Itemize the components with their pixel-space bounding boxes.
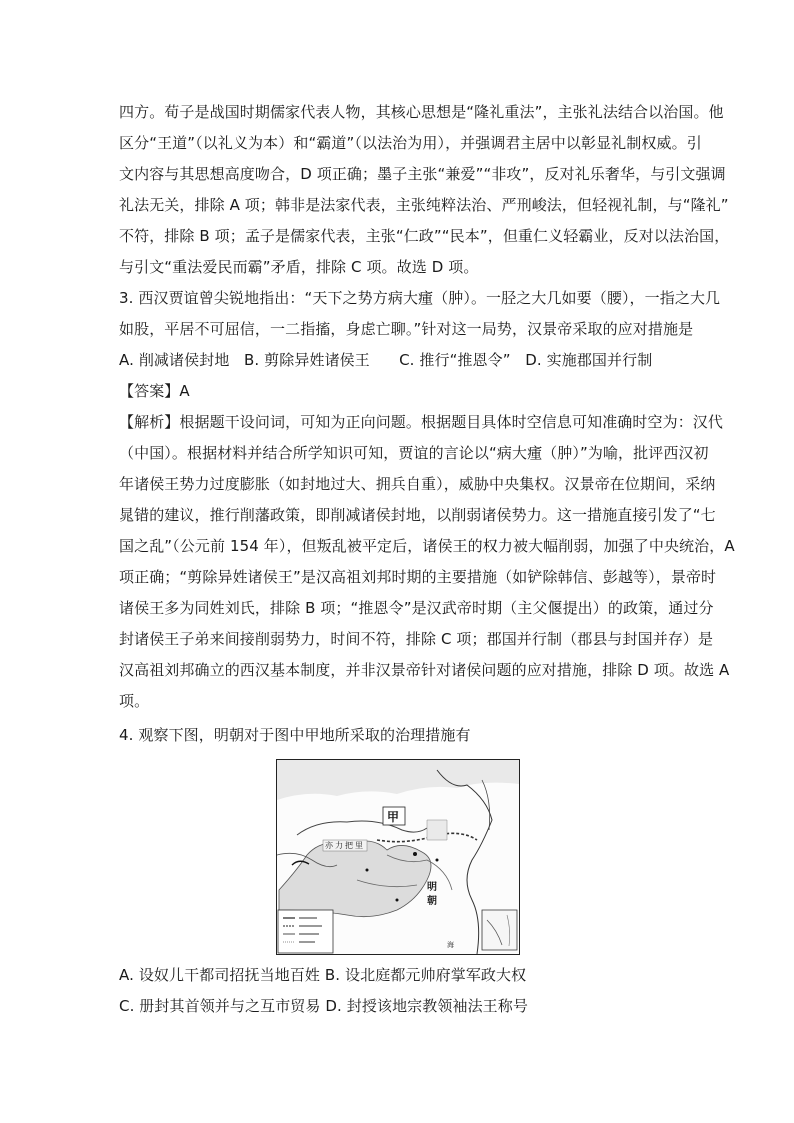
- q3-options: A. 削减诸侯封地 B. 剪除异姓诸侯王 C. 推行“推恩令” D. 实施郡国并行制: [119, 351, 653, 369]
- q3-stem-line-2: 如股，平居不可屈信，一二指搐，身虑亡聊。”针对这一局势，汉景帝采取的应对措施是: [119, 320, 694, 338]
- para1-line-1: 四方。荀子是战国时期儒家代表人物，其核心思想是“隆礼重法”，主张礼法结合以治国。他: [119, 103, 724, 121]
- q3-analysis-line-9: 汉高祖刘邦确立的西汉基本制度，并非汉景帝针对诸侯问题的应对措施，排除 D 项。故选 A: [119, 661, 730, 679]
- q3-analysis-line-8: 封诸侯王子弟来间接削弱势力，时间不符，排除 C 项；郡国并行制（郡县与封国并存）是: [119, 630, 714, 648]
- para1-line-5: 不符，排除 B 项；孟子是儒家代表，主张“仁政”“民本”，但重仁义轻霸业，反对以法治国，: [119, 227, 730, 245]
- map-label-chao: 朝: [427, 896, 437, 907]
- q4-options-line-1: A. 设奴儿干都司招抚当地百姓 B. 设北庭都元帅府掌军政大权: [119, 966, 527, 984]
- map-label-jia: 甲: [387, 810, 400, 824]
- q4-stem: 4. 观察下图，明朝对于图中甲地所采取的治理措施有: [119, 726, 471, 744]
- q3-stem-line-1: 3. 西汉贾谊曾尖锐地指出：“天下之势方病大瘇（肿）。一胫之大几如要（腰），一指之大几: [119, 289, 721, 307]
- q3-analysis-line-5: 国之乱”（公元前 154 年），但叛乱被平定后，诸侯王的权力被大幅削弱，加强了中央统治，A: [119, 537, 735, 555]
- para1-line-4: 礼法无关，排除 A 项；韩非是法家代表，主张纯粹法治、严刑峻法，但轻视礼制，与“隆礼”: [119, 196, 729, 214]
- q3-analysis-line-7: 诸侯王多为同姓刘氏，排除 B 项；“推恩令”是汉武帝时期（主父偃提出）的政策，通过分: [119, 599, 714, 617]
- q3-analysis-line-10: 项。: [119, 692, 150, 710]
- q3-analysis-line-1: 【解析】根据题干设问词，可知为正向问题。根据题目具体时空信息可知准确时空为：汉代: [119, 413, 724, 431]
- para1-line-6: 与引文“重法爱民而霸”矛盾，排除 C 项。故选 D 项。: [119, 258, 479, 276]
- para1-line-3: 文内容与其思想高度吻合，D 项正确；墨子主张“兼爱”“非攻”，反对礼乐奢华，与引文强调: [119, 165, 726, 183]
- map-label-sea: 海: [447, 941, 454, 949]
- q3-analysis-line-4: 晁错的建议，推行削藩政策，即削减诸侯封地，以削弱诸侯势力。这一措施直接引发了“七: [119, 506, 716, 524]
- map-label-left-region: 亦力把里: [325, 841, 365, 850]
- q3-analysis-line-6: 项正确；“剪除异姓诸侯王”是汉高祖刘邦时期的主要措施（如铲除韩信、彭越等），景帝时: [119, 568, 717, 586]
- q4-options-line-2: C. 册封其首领并与之互市贸易 D. 封授该地宗教领袖法王称号: [119, 997, 528, 1015]
- q3-analysis-line-2: （中国）。根据材料并结合所学知识可知，贾谊的言论以“病大瘇（肿）”为喻，批评西汉初: [119, 444, 709, 462]
- map-label-ming: 明: [427, 882, 437, 893]
- ming-dynasty-map: [276, 759, 520, 955]
- q3-analysis-line-3: 年诸侯王势力过度膨胀（如封地过大、拥兵自重），威胁中央集权。汉景帝在位期间，采纳: [119, 475, 716, 493]
- para1-line-2: 区分“王道”（以礼义为本）和“霸道”（以法治为用），并强调君主居中以彰显礼制权威。引: [119, 134, 702, 152]
- q3-answer: 【答案】A: [119, 382, 190, 400]
